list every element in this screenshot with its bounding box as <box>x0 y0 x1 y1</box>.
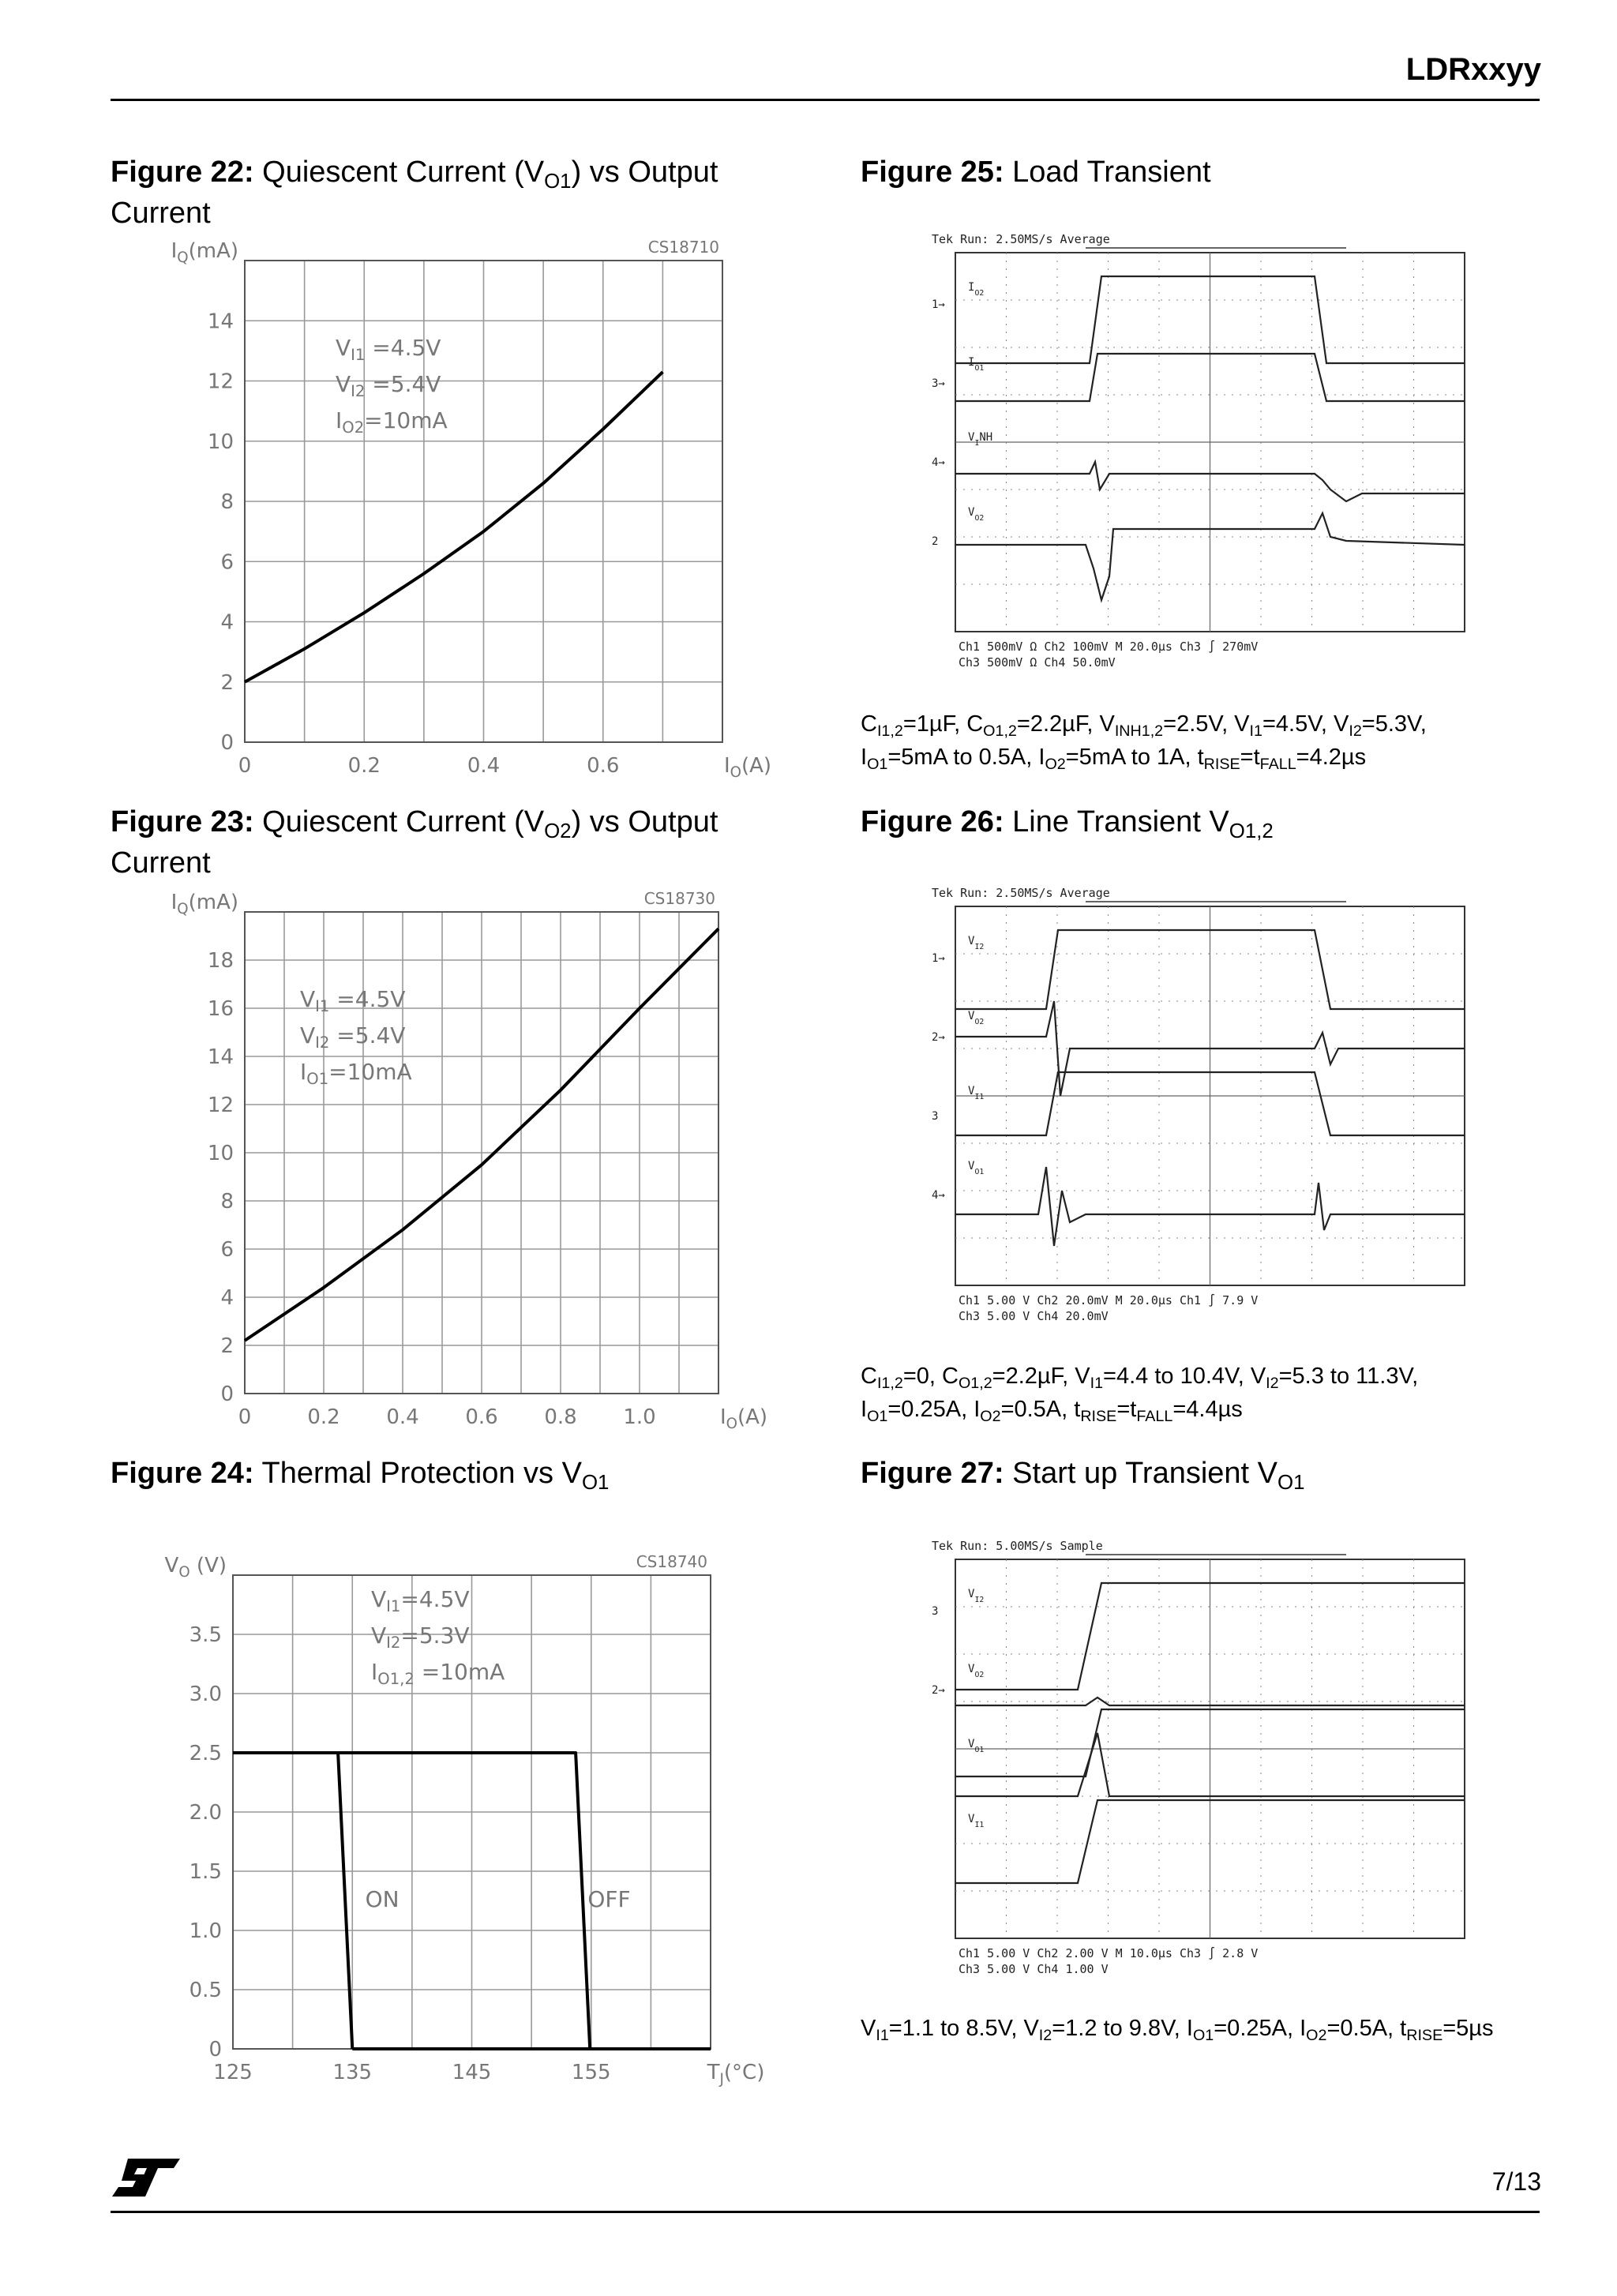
chart-code: CS18730 <box>643 889 715 908</box>
caption-subscript: I1,2 <box>876 722 903 740</box>
caption-text: =2.2µF, V <box>1016 711 1115 737</box>
y-tick-label: 4 <box>220 1286 234 1310</box>
scope-footer-line-2: Ch3 5.00 V Ch4 20.0mV <box>959 1309 1109 1323</box>
caption-text: =1.1 to 8.5V, V <box>888 2016 1039 2041</box>
x-tick-label: 145 <box>452 2061 492 2084</box>
scope-channel-label: $I_{O1}$ <box>968 356 985 373</box>
y-tick-label: 12 <box>207 370 234 394</box>
caption-text: =2.5V, V <box>1163 711 1250 737</box>
caption-text: =4.2µs <box>1296 745 1367 770</box>
figure-26-label: Figure 26: <box>861 805 1004 838</box>
figure-25-caption <box>861 707 1427 774</box>
header-rule <box>111 99 1540 101</box>
condition-label: $V_{I1} =4.5V$ <box>300 986 406 1015</box>
chart-svg <box>111 237 772 790</box>
scope-channel-label: $V_{I2}$ <box>968 935 985 951</box>
figure-22-title-sub: O1 <box>544 170 572 193</box>
scope-footer-line-1: Ch1 500mV Ω Ch2 100mV M 20.0µs Ch3 ∫ 270mV <box>959 640 1259 654</box>
caption-subscript: I1 <box>1090 1374 1104 1392</box>
x-tick-label: 155 <box>571 2061 611 2084</box>
caption-subscript: O2 <box>980 1407 1001 1425</box>
condition-label: $V_{I1} =4.5V$ <box>336 335 441 364</box>
scope-channel-marker: 2 <box>932 535 939 548</box>
scope-channel-label: $V_{O2}$ <box>968 1010 985 1026</box>
scope-svg <box>920 1536 1488 1994</box>
caption-text: =5µs <box>1443 2016 1494 2041</box>
scope-channel-label: $V_{I1}$ <box>968 1813 985 1829</box>
figure-27-label: Figure 27: <box>861 1457 1004 1490</box>
x-tick-label: 0 <box>238 754 252 778</box>
caption-subscript: O2 <box>1306 2026 1327 2044</box>
caption-subscript: O1 <box>867 1407 888 1425</box>
scope-channel-label: $V_{O1}$ <box>968 1160 985 1176</box>
chart-code: CS18740 <box>636 1552 707 1571</box>
figure-23-title <box>111 801 718 884</box>
y-tick-label: 6 <box>220 550 234 575</box>
caption-subscript: I1 <box>1249 722 1262 740</box>
caption-subscript: O1,2 <box>983 722 1017 740</box>
figure-24-title-text: Thermal Protection vs V <box>253 1457 582 1490</box>
document-title: LDRxxyy <box>1405 52 1541 87</box>
y-tick-label: 0.5 <box>189 1979 222 2002</box>
x-tick-label: 1.0 <box>623 1405 656 1429</box>
caption-subscript: RISE <box>1406 2026 1443 2044</box>
x-tick-label: 0.6 <box>587 754 620 778</box>
y-tick-label: 4 <box>220 610 234 635</box>
x-axis-label: $I_O(A)$ <box>719 1405 768 1432</box>
figure-26-title <box>861 801 1274 842</box>
figure-24-title <box>111 1453 609 1494</box>
chart-code: CS18710 <box>647 238 719 257</box>
figure-23-title-sub: O2 <box>544 820 572 842</box>
y-tick-label: 2.0 <box>189 1801 222 1825</box>
figure-27-title-sub: O1 <box>1277 1471 1305 1494</box>
x-tick-label: 125 <box>213 2061 253 2084</box>
scope-channel-marker: 3 <box>932 1605 939 1618</box>
figure-27-caption-line-1 <box>861 2012 1494 2045</box>
y-axis-label: $I_Q(mA)$ <box>171 891 238 917</box>
caption-subscript: O2 <box>1045 755 1066 773</box>
caption-text: =0.25A, I <box>1214 2016 1307 2041</box>
y-axis-label: $V_O$ (V) <box>164 1554 227 1581</box>
figure-25-caption-line-1 <box>861 707 1427 741</box>
y-tick-label: 3.0 <box>189 1683 222 1706</box>
caption-text: =4.5V, V <box>1262 711 1349 737</box>
caption-text: I <box>861 745 868 770</box>
region-label: ON <box>365 1886 400 1912</box>
caption-subscript: FALL <box>1259 755 1296 773</box>
scope-channel-marker: 2→ <box>932 1684 945 1697</box>
condition-label: $I_{O1,2} =10mA$ <box>371 1659 505 1688</box>
caption-text: =t <box>1240 745 1260 770</box>
scope-svg <box>920 229 1488 687</box>
figure-24-label: Figure 24: <box>111 1457 254 1490</box>
figure-27-title <box>861 1453 1304 1494</box>
figure-22-title-text: Quiescent Current (V <box>253 156 545 189</box>
x-tick-label: 0.8 <box>544 1405 577 1429</box>
caption-text: =5.3V, <box>1361 711 1427 737</box>
caption-subscript: RISE <box>1203 755 1240 773</box>
caption-text: =5mA to 0.5A, I <box>887 745 1045 770</box>
caption-subscript: O1,2 <box>958 1374 992 1392</box>
caption-subscript: I2 <box>1349 722 1362 740</box>
st-logo-icon <box>111 2154 182 2201</box>
caption-subscript: O1 <box>867 755 888 773</box>
y-tick-label: 0 <box>220 731 234 755</box>
condition-label: $V_{I2}=5.3V$ <box>371 1623 470 1652</box>
caption-subscript: I2 <box>1266 1374 1279 1392</box>
condition-label: $V_{I2} =5.4V$ <box>336 371 441 400</box>
figure-27-scope-capture <box>920 1536 1488 1998</box>
x-tick-label: 0.6 <box>465 1405 498 1429</box>
figure-25-label: Figure 25: <box>861 156 1004 189</box>
caption-text: =4.4 to 10.4V, V <box>1103 1364 1266 1389</box>
y-tick-label: 0 <box>208 2038 222 2062</box>
scope-channel-marker: 4→ <box>932 1189 945 1202</box>
caption-text: V <box>861 2016 876 2041</box>
scope-channel-label: $I_{O2}$ <box>968 281 985 298</box>
scope-channel-label: $V_INH$ <box>968 431 993 448</box>
scope-channel-marker: 3 <box>932 1110 939 1123</box>
y-tick-label: 8 <box>220 1190 234 1214</box>
figure-23-chart <box>111 888 768 1445</box>
y-tick-label: 2 <box>220 670 234 695</box>
caption-text: C <box>861 1364 877 1389</box>
scope-channel-marker: 3→ <box>932 377 945 390</box>
scope-channel-label: $V_{I2}$ <box>968 1588 985 1604</box>
caption-text: =0.5A, t <box>1000 1397 1081 1422</box>
x-axis-label: $I_O(A)$ <box>723 754 772 781</box>
scope-channel-label: $V_{O2}$ <box>968 506 985 523</box>
scope-channel-marker: 2→ <box>932 1031 945 1044</box>
caption-subscript: I2 <box>1038 2026 1052 2044</box>
figure-22-chart <box>111 237 772 793</box>
chart-svg <box>111 1544 765 2096</box>
figure-26-title-text: Line Transient V <box>1004 805 1229 838</box>
caption-text: =t <box>1116 1397 1137 1422</box>
y-tick-label: 18 <box>207 949 234 973</box>
y-tick-label: 1.5 <box>189 1860 222 1884</box>
x-tick-label: 0.4 <box>386 1405 419 1429</box>
condition-label: $I_{O1}=10mA$ <box>300 1059 412 1088</box>
x-tick-label: 0.2 <box>307 1405 340 1429</box>
condition-label: $V_{I1}=4.5V$ <box>371 1586 470 1615</box>
figure-26-caption <box>861 1360 1418 1426</box>
scope-footer-line-1: Ch1 5.00 V Ch2 2.00 V M 10.0µs Ch3 ∫ 2.8 V <box>959 1946 1259 1960</box>
x-tick-label: 0.4 <box>467 754 501 778</box>
scope-channel-marker: 1→ <box>932 952 945 965</box>
scope-channel-marker: 1→ <box>932 298 945 311</box>
scope-channel-marker: 4→ <box>932 456 945 469</box>
y-tick-label: 14 <box>207 1045 234 1069</box>
y-tick-label: 2 <box>220 1334 234 1358</box>
y-tick-label: 12 <box>207 1094 234 1117</box>
scope-channel-label: $V_{O2}$ <box>968 1663 985 1679</box>
figure-23-label: Figure 23: <box>111 805 254 838</box>
caption-subscript: I1,2 <box>876 1374 903 1392</box>
scope-footer-line-2: Ch3 5.00 V Ch4 1.00 V <box>959 1962 1109 1976</box>
y-tick-label: 16 <box>207 997 234 1021</box>
st-logo <box>111 2154 182 2205</box>
x-tick-label: 0 <box>238 1405 252 1429</box>
caption-subscript: FALL <box>1136 1407 1173 1425</box>
series-line <box>245 372 662 682</box>
y-axis-label: $I_Q(mA)$ <box>171 239 238 266</box>
x-tick-label: 135 <box>332 2061 373 2084</box>
figure-25-title-text: Load Transient <box>1004 156 1211 189</box>
figure-26-title-sub: O1,2 <box>1229 820 1274 842</box>
y-tick-label: 1.0 <box>189 1919 222 1943</box>
figure-26-caption-line-1 <box>861 1360 1418 1393</box>
figure-23-title-text: Quiescent Current (V <box>253 805 545 838</box>
region-label: OFF <box>587 1886 631 1912</box>
y-tick-label: 3.5 <box>189 1623 222 1647</box>
scope-background <box>920 1536 1488 1994</box>
scope-background <box>920 883 1488 1341</box>
y-tick-label: 6 <box>220 1238 234 1262</box>
y-tick-label: 0 <box>220 1382 234 1406</box>
figure-25-title <box>861 152 1211 193</box>
figure-27-caption <box>861 2012 1494 2045</box>
figure-26-caption-line-2 <box>861 1393 1418 1426</box>
figure-27-title-text: Start up Transient V <box>1004 1457 1278 1490</box>
caption-text: =5.3 to 11.3V, <box>1278 1364 1419 1389</box>
figure-24-title-sub: O1 <box>581 1471 610 1494</box>
caption-text: =1.2 to 9.8V, I <box>1052 2016 1193 2041</box>
figure-24-chart <box>111 1544 765 2100</box>
scope-footer-line-1: Ch1 5.00 V Ch2 20.0mV M 20.0µs Ch1 ∫ 7.9 V <box>959 1293 1259 1307</box>
figure-22-title <box>111 152 718 234</box>
caption-text: =0, C <box>902 1364 959 1389</box>
figure-23-title-end: ) vs Output <box>571 805 718 838</box>
caption-text: =0.5A, t <box>1326 2016 1407 2041</box>
condition-label: $V_{I2} =5.4V$ <box>300 1022 406 1052</box>
figure-25-scope-capture <box>920 229 1488 691</box>
caption-text: =5mA to 1A, t <box>1065 745 1204 770</box>
condition-label: $I_{O2}=10mA$ <box>336 407 448 437</box>
y-tick-label: 14 <box>207 310 234 334</box>
caption-subscript: RISE <box>1080 1407 1117 1425</box>
figure-22-title-end: ) vs Output <box>571 156 718 189</box>
caption-text: =2.2µF, V <box>992 1364 1090 1389</box>
x-tick-label: 0.2 <box>347 754 381 778</box>
caption-text: C <box>861 711 877 737</box>
footer-rule <box>111 2211 1540 2213</box>
page-number: 7/13 <box>1491 2167 1541 2196</box>
caption-text: =1µF, C <box>902 711 984 737</box>
scope-footer-line-2: Ch3 500mV Ω Ch4 50.0mV <box>959 655 1116 670</box>
scope-background <box>920 229 1488 687</box>
y-tick-label: 10 <box>207 430 234 454</box>
y-tick-label: 8 <box>220 490 234 514</box>
caption-text: I <box>861 1397 868 1422</box>
scope-svg <box>920 883 1488 1341</box>
figure-22-title-line2: Current <box>111 197 211 230</box>
caption-subscript: I1 <box>876 2026 889 2044</box>
y-tick-label: 2.5 <box>189 1742 222 1765</box>
figure-23-title-line2: Current <box>111 846 211 880</box>
caption-subscript: O1 <box>1192 2026 1214 2044</box>
x-axis-label: $T_J(^\circ C)$ <box>707 2061 765 2088</box>
y-tick-label: 10 <box>207 1142 234 1165</box>
scope-top-label: Tek Run: 5.00MS/s Sample <box>932 1539 1103 1553</box>
scope-top-label: Tek Run: 2.50MS/s Average <box>932 886 1110 900</box>
figure-25-caption-line-2 <box>861 741 1427 774</box>
scope-top-label: Tek Run: 2.50MS/s Average <box>932 232 1110 246</box>
scope-channel-label: $V_{O1}$ <box>968 1738 985 1754</box>
scope-channel-label: $V_{I1}$ <box>968 1085 985 1101</box>
caption-text: =4.4µs <box>1172 1397 1243 1422</box>
figure-26-scope-capture <box>920 883 1488 1345</box>
figure-22-label: Figure 22: <box>111 156 254 189</box>
caption-text: =0.25A, I <box>887 1397 981 1422</box>
chart-svg <box>111 888 768 1441</box>
caption-subscript: INH1,2 <box>1114 722 1164 740</box>
